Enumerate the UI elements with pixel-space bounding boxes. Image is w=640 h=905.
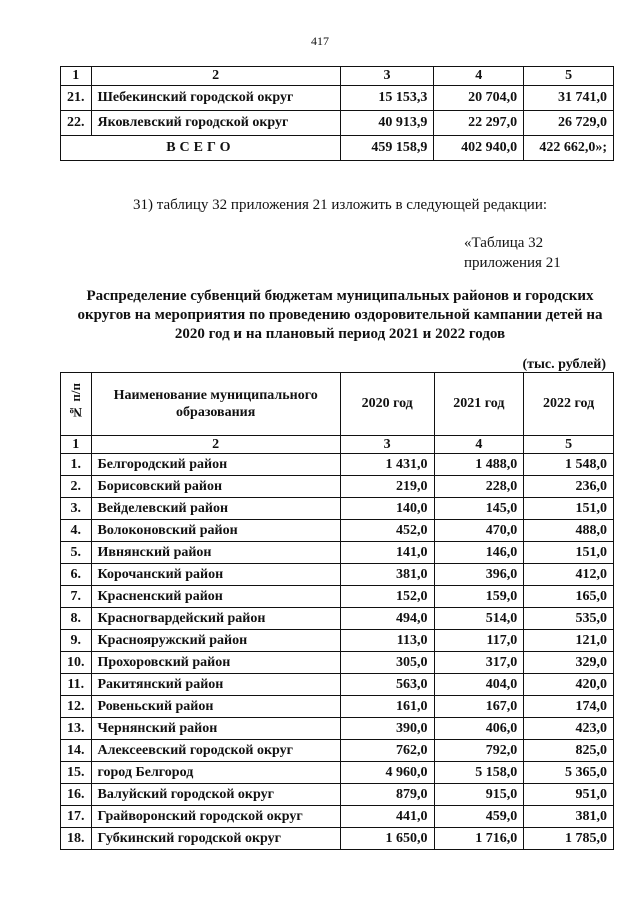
table-row [61,586,614,608]
total-row [61,136,614,161]
column-index: 3 [340,436,434,454]
table-reference-line: приложения 21 [464,255,561,271]
value-2021: 396,0 [434,564,524,586]
value-2022: 151,0 [524,542,614,564]
header-2020: 2020 год [340,373,434,436]
table-row [61,784,614,806]
table-row [61,806,614,828]
row-number: 3. [61,498,92,520]
value-2020: 140,0 [340,498,434,520]
column-index: 1 [61,67,92,86]
column-index-row [61,436,614,454]
value-2021: 1 716,0 [434,828,524,850]
column-index: 5 [524,67,614,86]
table-row [61,454,614,476]
column-index: 5 [524,436,614,454]
value-2021: 117,0 [434,630,524,652]
value-2020: 381,0 [340,564,434,586]
row-number: 4. [61,520,92,542]
value-2021: 22 297,0 [434,111,524,136]
municipality-name: Ракитянский район [91,674,340,696]
table-header-row [61,67,614,86]
municipality-name: Чернянский район [91,718,340,740]
table-row [61,630,614,652]
table-row [61,564,614,586]
table-row [61,498,614,520]
table-row [61,828,614,850]
column-index: 1 [61,436,92,454]
row-number: 15. [61,762,92,784]
municipality-name: Ровеньский район [91,696,340,718]
value-2021: 146,0 [434,542,524,564]
value-2022: 951,0 [524,784,614,806]
header-2022: 2022 год [524,373,614,436]
value-2021: 228,0 [434,476,524,498]
value-2022: 381,0 [524,806,614,828]
value-2021: 167,0 [434,696,524,718]
municipality-name: Красненский район [91,586,340,608]
row-number: 9. [61,630,92,652]
row-number: 14. [61,740,92,762]
value-2020: 305,0 [340,652,434,674]
column-index: 3 [340,67,434,86]
value-2021: 404,0 [434,674,524,696]
table-row [61,674,614,696]
value-2020: 452,0 [340,520,434,542]
column-index: 4 [434,436,524,454]
value-2020: 879,0 [340,784,434,806]
header-number [61,373,92,436]
table-row [61,718,614,740]
instruction-text: 31) таблицу 32 приложения 21 изложить в следующей редакции: [132,197,548,213]
row-number: 7. [61,586,92,608]
municipality-name: Яковлевский городской округ [91,111,340,136]
municipality-name: город Белгород [91,762,340,784]
value-2022: 236,0 [524,476,614,498]
table-row [61,762,614,784]
value-2021: 470,0 [434,520,524,542]
row-number: 2. [61,476,92,498]
value-2022: 535,0 [524,608,614,630]
table-row [61,740,614,762]
table-header-row [61,373,614,436]
value-2021: 317,0 [434,652,524,674]
header-name: Наименование муниципального образования [91,373,340,436]
row-number: 6. [61,564,92,586]
row-number: 13. [61,718,92,740]
value-2021: 20 704,0 [434,86,524,111]
value-2020: 563,0 [340,674,434,696]
table-title: Распределение субвенций бюджетам муниципальных районов и городских округов на мероприятия по проведению оздоровительной кампании детей на 2020 год и на плановый период 2021 и 2022 годов [77,288,603,342]
municipality-name: Валуйский городской округ [91,784,340,806]
units-label: (тыс. рублей) [522,357,606,372]
value-2020: 441,0 [340,806,434,828]
value-2020: 762,0 [340,740,434,762]
municipality-name: Борисовский район [91,476,340,498]
municipality-name: Вейделевский район [91,498,340,520]
municipality-name: Краснояружский район [91,630,340,652]
row-number: 11. [61,674,92,696]
value-2020: 15 153,3 [340,86,434,111]
municipality-name: Волоконовский район [91,520,340,542]
row-number: 18. [61,828,92,850]
value-2022: 488,0 [524,520,614,542]
row-number: 22. [61,111,92,136]
subvention-table [60,372,614,850]
value-2021: 1 488,0 [434,454,524,476]
value-2020: 390,0 [340,718,434,740]
municipality-name: Алексеевский городской округ [91,740,340,762]
column-index: 4 [434,67,524,86]
value-2020: 494,0 [340,608,434,630]
value-2021: 145,0 [434,498,524,520]
municipality-name: Белгородский район [91,454,340,476]
value-2020: 152,0 [340,586,434,608]
table-row [61,476,614,498]
column-index: 2 [91,436,340,454]
table-reference-line: «Таблица 32 [464,235,544,251]
table-row [61,86,614,111]
value-2021: 406,0 [434,718,524,740]
value-2021: 792,0 [434,740,524,762]
row-number: 5. [61,542,92,564]
value-2022: 1 548,0 [524,454,614,476]
value-2020: 113,0 [340,630,434,652]
value-2022: 5 365,0 [524,762,614,784]
header-2021: 2021 год [434,373,524,436]
table-row [61,542,614,564]
value-2020: 4 960,0 [340,762,434,784]
municipality-name: Красногвардейский район [91,608,340,630]
row-number: 16. [61,784,92,806]
value-2020: 40 913,9 [340,111,434,136]
municipality-name: Корочанский район [91,564,340,586]
value-2021: 5 158,0 [434,762,524,784]
table-row [61,608,614,630]
value-2021: 915,0 [434,784,524,806]
table-row [61,696,614,718]
value-2020: 1 650,0 [340,828,434,850]
value-2021: 459,0 [434,806,524,828]
value-2022: 151,0 [524,498,614,520]
total-2021: 402 940,0 [434,136,524,161]
value-2020: 141,0 [340,542,434,564]
total-label: ВСЕГО [61,136,341,161]
row-number: 21. [61,86,92,111]
municipality-name: Ивнянский район [91,542,340,564]
value-2022: 420,0 [524,674,614,696]
table-row [61,111,614,136]
value-2022: 1 785,0 [524,828,614,850]
value-2022: 31 741,0 [524,86,614,111]
row-number: 12. [61,696,92,718]
value-2022: 165,0 [524,586,614,608]
row-number: 1. [61,454,92,476]
municipality-name: Шебекинский городской округ [91,86,340,111]
value-2022: 423,0 [524,718,614,740]
municipality-name: Губкинский городской округ [91,828,340,850]
municipality-name: Прохоровский район [91,652,340,674]
header-number-label: № п/п [67,383,83,420]
row-number: 10. [61,652,92,674]
row-number: 17. [61,806,92,828]
table-reference [464,233,561,273]
value-2020: 161,0 [340,696,434,718]
value-2022: 26 729,0 [524,111,614,136]
value-2020: 219,0 [340,476,434,498]
row-number: 8. [61,608,92,630]
value-2020: 1 431,0 [340,454,434,476]
value-2022: 121,0 [524,630,614,652]
municipality-name: Грайворонский городской округ [91,806,340,828]
continued-table [60,66,614,161]
total-2022: 422 662,0»; [524,136,614,161]
column-index: 2 [91,67,340,86]
value-2022: 412,0 [524,564,614,586]
table-row [61,652,614,674]
value-2022: 174,0 [524,696,614,718]
value-2021: 159,0 [434,586,524,608]
value-2022: 329,0 [524,652,614,674]
value-2021: 514,0 [434,608,524,630]
value-2022: 825,0 [524,740,614,762]
page-number: 417 [311,34,329,48]
total-2020: 459 158,9 [340,136,434,161]
table-row [61,520,614,542]
